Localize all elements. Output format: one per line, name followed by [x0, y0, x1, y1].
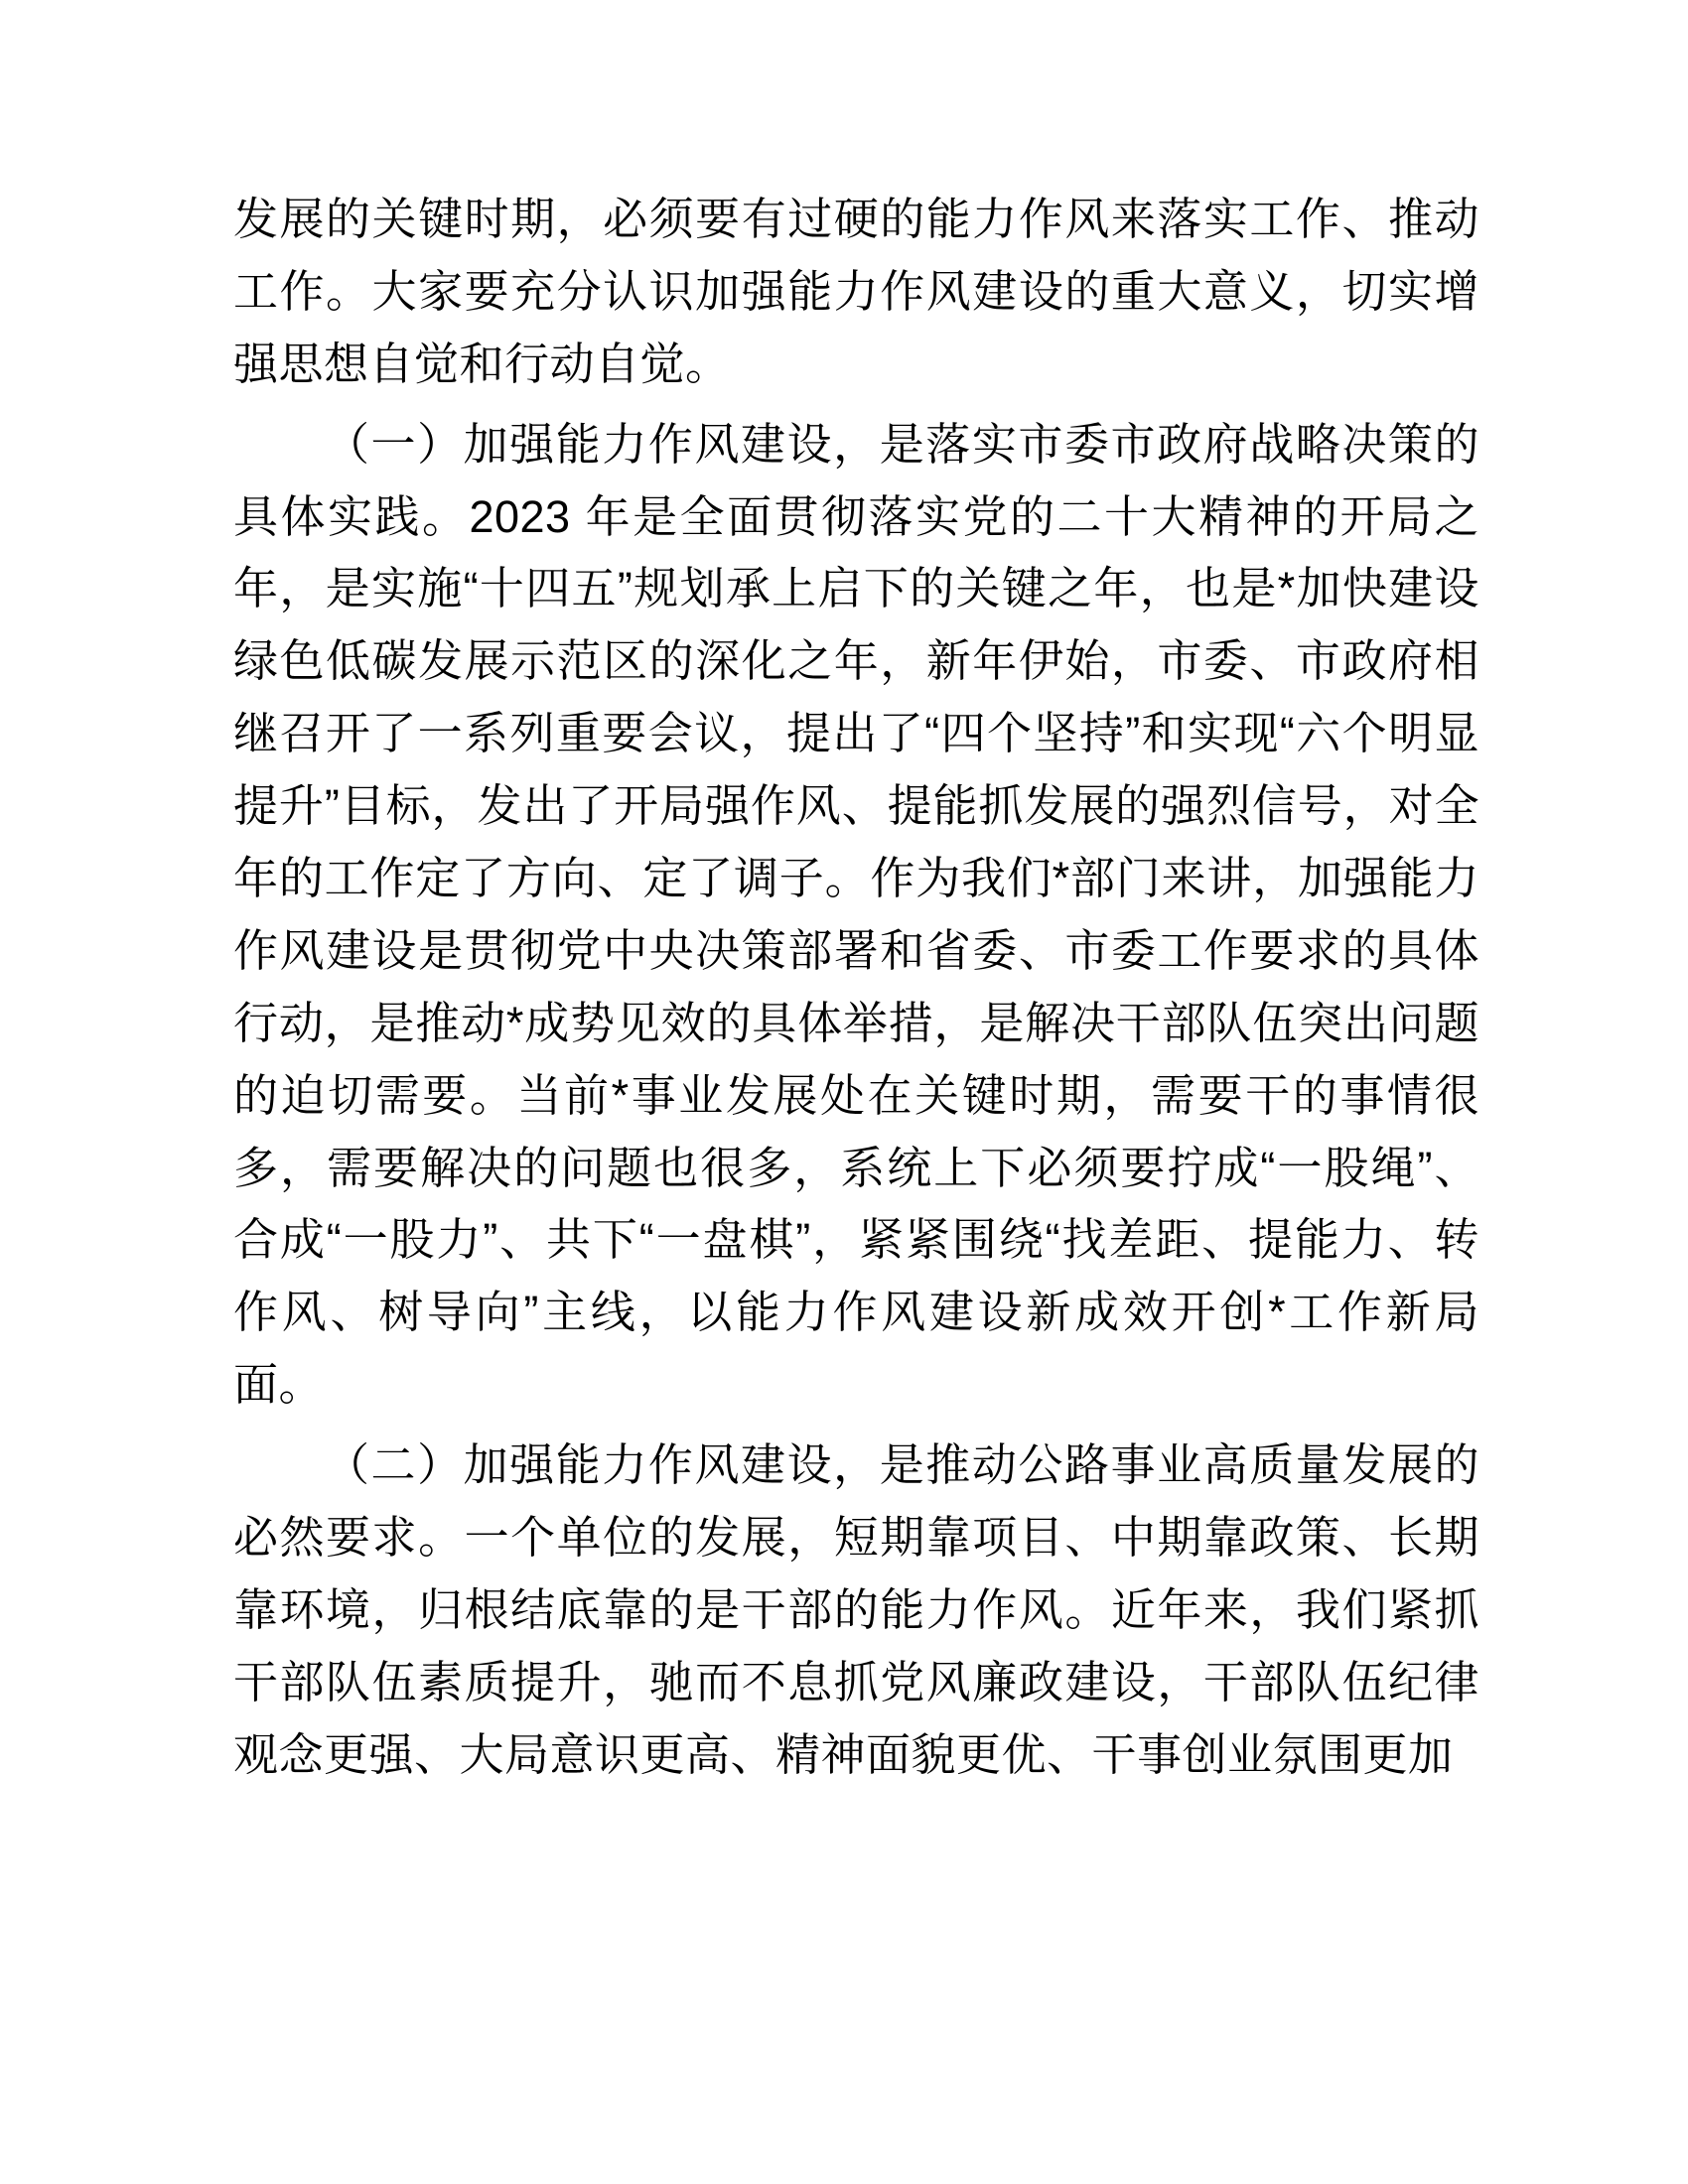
paragraph-continued: 发展的关键时期，必须要有过硬的能力作风来落实工作、推动工作。大家要充分认识加强能力作风建设的重大意义，切实增强思想自觉和行动自觉。 — [233, 194, 1479, 389]
paragraph-section-one: （一）加强能力作风建设，是落实市委市政府战略决策的具体实践。2023 年是全面贯彻落实党的二十大精神的开局之年，是实施“十四五”规划承上启下的关键之年，也是*加快建设绿色低碳发展示范区的深化之年，新年伊始，市委、市政府相继召开了一系列重要会议，提出了“四个坚持”和实现“六个明显提升”目标，发出了开局强作风、提能抓发展的强烈信号，对全年的工作定了方向、定了调子。作为我们*部门来讲，加强能力作风建设是贯彻党中央决策部署和省委、市委工作要求的具体行动，是推动*成势见效的具体举措，是解决干部队伍突出问题的迫切需要。当前*事业发展处在关键时期，需要干的事情很多，需要解决的问题也很多，系统上下必须要拧成“一股绳”、合成“一股力”、共下“一盘棋”，紧紧围绕“找差距、提能力、转作风、树导向”主线，以能力作风建设新成效开创*工作新局面。 — [233, 418, 1479, 1411]
paragraph-section-two: （二）加强能力作风建设，是推动公路事业高质量发展的必然要求。一个单位的发展，短期靠项目、中期靠政策、长期靠环境，归根结底靠的是干部的能力作风。近年来，我们紧抓干部队伍素质提升，驰而不息抓党风廉政建设，干部队伍纪律观念更强、大局意识更高、精神面貌更优、干事创业氛围更加 — [233, 1439, 1479, 1780]
document-body — [233, 184, 1479, 1792]
